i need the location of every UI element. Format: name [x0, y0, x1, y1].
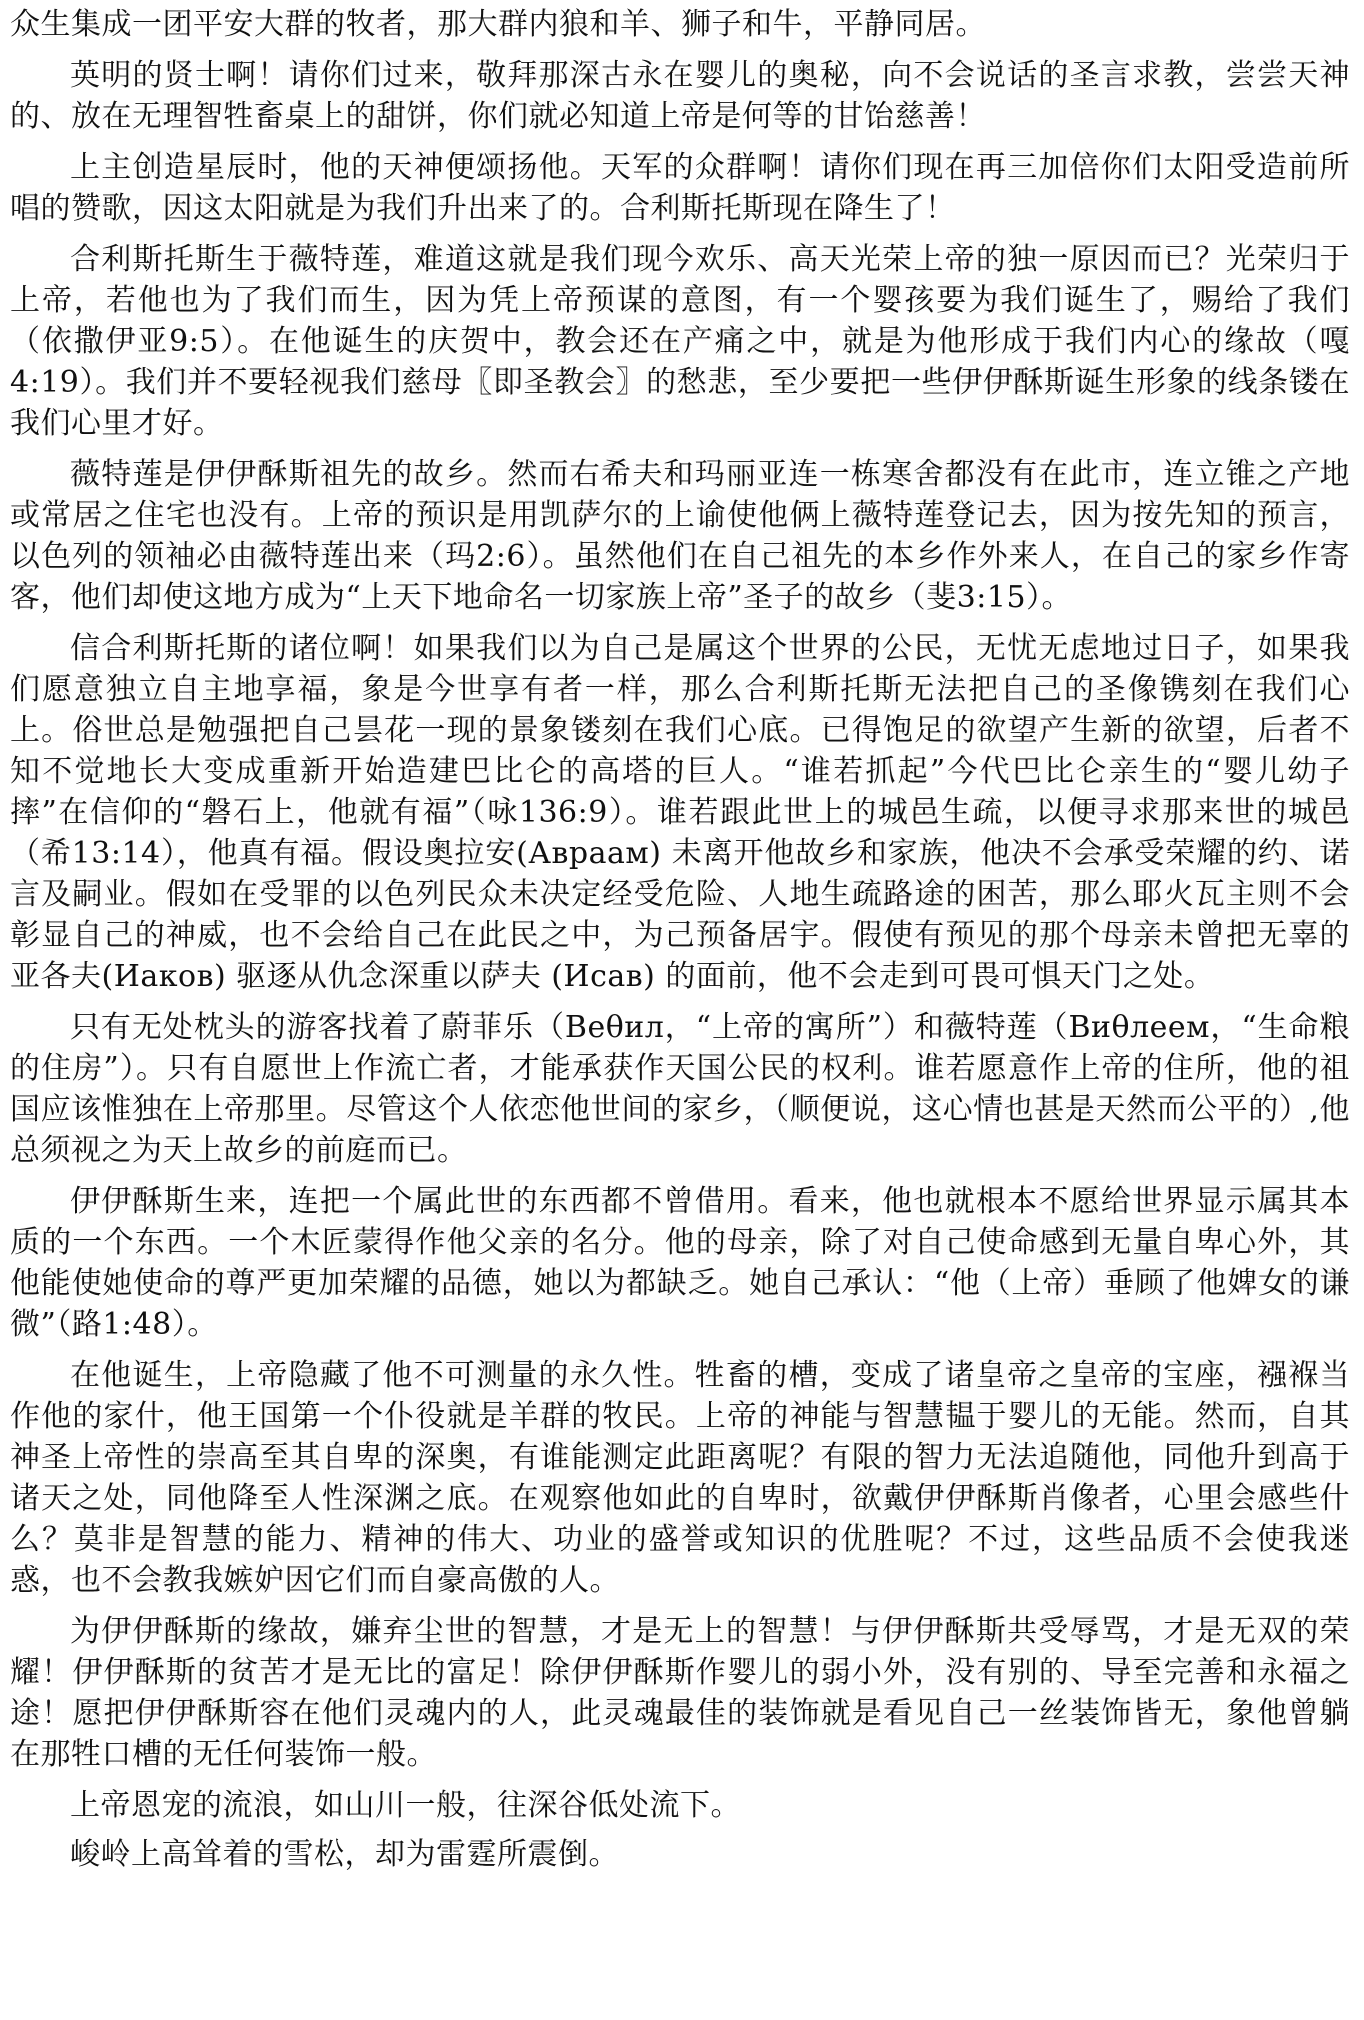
- paragraph-11: 上帝恩宠的流浪，如山川一般，往深谷低处流下。: [70, 1788, 741, 1823]
- paragraph-2: 英明的贤士啊！请你们过来，敬拜那深古永在婴儿的奥秘，向不会说话的圣言求教，尝尝天神的、放在无理智牲畜桌上的甜饼，你们就必知道上帝是何等的甘饴慈善！: [10, 58, 1350, 134]
- paragraph-3: 上主创造星辰时，他的天神便颂扬他。天军的众群啊！请你们现在再三加倍你们太阳受造前所唱的赞歌，因这太阳就是为我们升出来了的。合利斯托斯现在降生了！: [10, 150, 1350, 226]
- paragraph-10: 为伊伊酥斯的缘故，嫌弃尘世的智慧，才是无上的智慧！与伊伊酥斯共受辱骂，才是无双的荣耀！伊伊酥斯的贫苦才是无比的富足！除伊伊酥斯作婴儿的弱小外，没有别的、导至完善和永福之途！愿把伊伊酥斯容在他们灵魂内的人，此灵魂最佳的装饰就是看见自己一丝装饰皆无，象他曾躺在那牲口槽的无任何装饰一般。: [10, 1614, 1350, 1772]
- paragraph-8: 伊伊酥斯生来，连把一个属此世的东西都不曾借用。看来，他也就根本不愿给世界显示属其本质的一个东西。一个木匠蒙得作他父亲的名分。他的母亲，除了对自己使命感到无量自卑心外，其他能使她使命的尊严更加荣耀的品德，她以为都缺乏。她自己承认：“他（上帝）垂顾了他婢女的谦微”（路1:48）。: [10, 1184, 1350, 1342]
- paragraph-6: 信合利斯托斯的诸位啊！如果我们以为自己是属这个世界的公民，无忧无虑地过日子，如果我们愿意独立自主地享福，象是今世享有者一样，那么合利斯托斯无法把自己的圣像镌刻在我们心上。俗世总是勉强把自己昙花一现的景象镂刻在我们心底。已得饱足的欲望产生新的欲望，后者不知不觉地长大变成重新开始造建巴比仑的高塔的巨人。“谁若抓起”今代巴比仑亲生的“婴儿幼子摔”在信仰的“磐石上，他就有福”（咏136:9）。谁若跟此世上的城邑生疏，以便寻求那来世的城邑（希13:14），他真有福。假设奥拉安(Авраам) 未离开他故乡和家族，他决不会承受荣耀的约、诺言及嗣业。假如在受罪的以色列民众未决定经受危险、人地生疏路途的困苦，那么耶火瓦主则不会彰显自己的神威，也不会给自己在此民之中，为己预备居宇。假使有预见的那个母亲未曾把无辜的亚各夫(Иаков) 驱逐从仇念深重以萨夫 (Исав) 的面前，他不会走到可畏可惧天门之处。: [10, 631, 1350, 994]
- paragraph-1: 众生集成一团平安大群的牧者，那大群内狼和羊、狮子和牛，平静同居。: [10, 7, 986, 42]
- paragraph-9: 在他诞生，上帝隐藏了他不可测量的永久性。牲畜的槽，变成了诸皇帝之皇帝的宝座，襁褓当作他的家什，他王国第一个仆役就是羊群的牧民。上帝的神能与智慧韫于婴儿的无能。然而，自其神圣上帝性的崇高至其自卑的深奥，有谁能测定此距离呢？有限的智力无法追随他，同他升到高于诸天之处，同他降至人性深渊之底。在观察他如此的自卑时，欲戴伊伊酥斯肖像者，心里会感些什么？莫非是智慧的能力、精神的伟大、功业的盛誉或知识的优胜呢？不过，这些品质不会使我迷惑，也不会教我嫉妒因它们而自豪高傲的人。: [10, 1358, 1350, 1598]
- document-page: [10, 4, 1350, 1883]
- paragraph-12: 峻岭上高耸着的雪松，却为雷霆所震倒。: [70, 1837, 619, 1872]
- paragraph-7: 只有无处枕头的游客找着了蔚菲乐（Веθил，“上帝的寓所”）和薇特莲（Виθлеем，“生命粮的住房”）。只有自愿世上作流亡者，才能承获作天国公民的权利。谁若愿意作上帝的住所，他的祖国应该惟独在上帝那里。尽管这个人依恋他世间的家乡，（顺便说，这心情也甚是天然而公平的）,他总须视之为天上故乡的前庭而已。: [10, 1010, 1350, 1168]
- paragraph-4: 合利斯托斯生于薇特莲，难道这就是我们现今欢乐、高天光荣上帝的独一原因而已？光荣归于上帝，若他也为了我们而生，因为凭上帝预谋的意图，有一个婴孩要为我们诞生了，赐给了我们（依撒伊亚9:5）。在他诞生的庆贺中，教会还在产痛之中，就是为他形成于我们内心的缘故（嘎4:19）。我们并不要轻视我们慈母〖即圣教会〗的愁悲，至少要把一些伊伊酥斯诞生形象的线条镂在我们心里才好。: [10, 242, 1350, 441]
- paragraph-5: 薇特莲是伊伊酥斯祖先的故乡。然而右希夫和玛丽亚连一栋寒舍都没有在此市，连立锥之产地或常居之住宅也没有。上帝的预识是用凯萨尔的上谕使他俩上薇特莲登记去，因为按先知的预言，以色列的领袖必由薇特莲出来（玛2:6）。虽然他们在自己祖先的本乡作外来人，在自己的家乡作寄客，他们却使这地方成为“上天下地命名一切家族上帝”圣子的故乡（斐3:15）。: [10, 457, 1350, 615]
